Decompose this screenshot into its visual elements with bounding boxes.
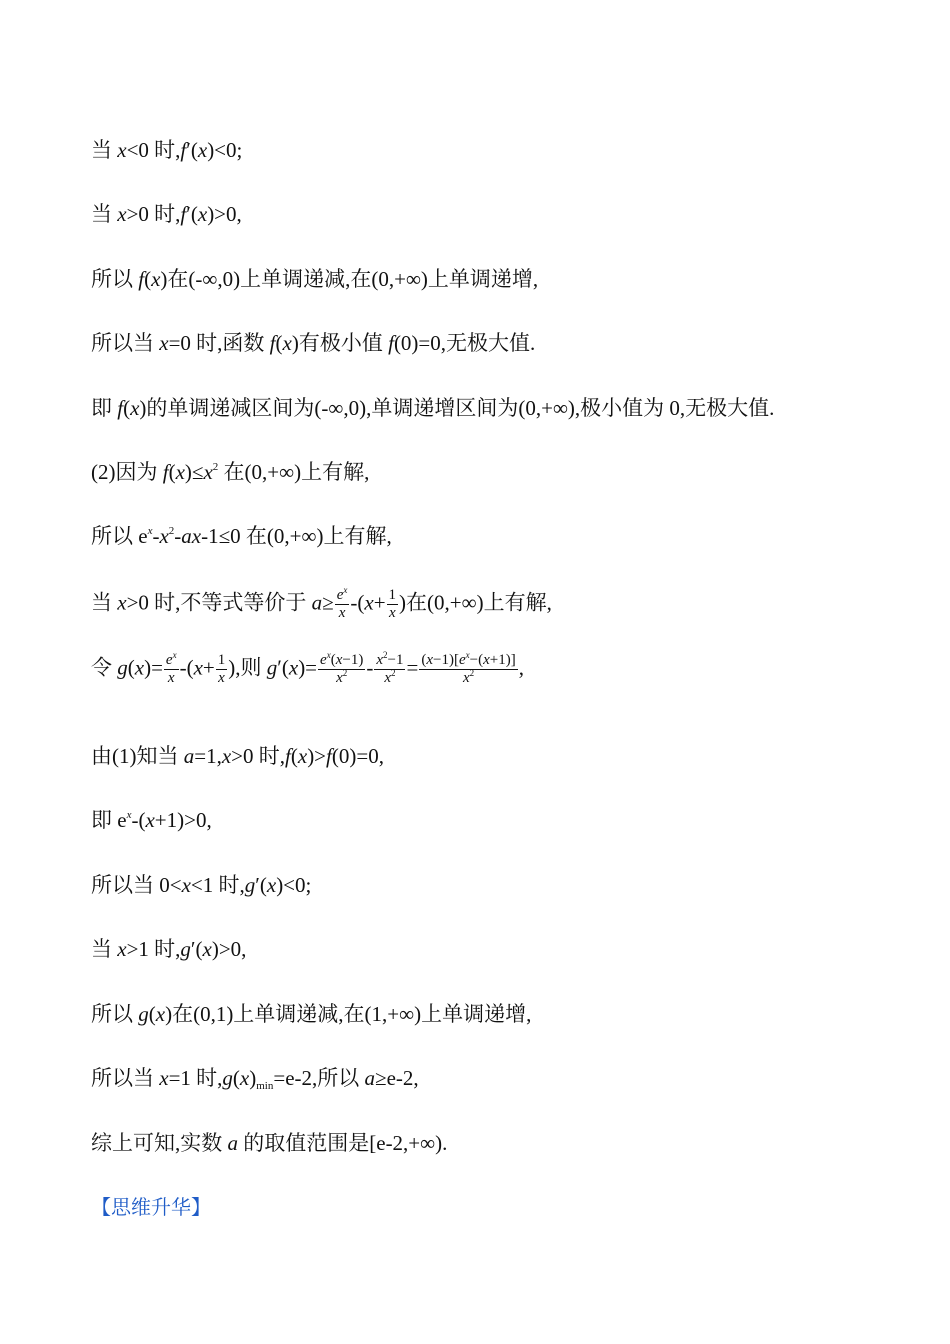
text-line-9: 令 g(x)= $\frac{e^x}{x}$ -(x+ $\frac{1}{x}$ ),则 g′(x)= $\frac{e^x(x-1)}{x^2}$ - $\frac{x^2-1}{x^2}$ = $\frac{(x-1)[e^x-(x+1)]}{x^2}$ , — [91, 650, 524, 686]
text-line-3: 所以 f(x)在(-∞,0)上单调递减,在(0,+∞)上单调递增, — [91, 267, 539, 291]
text-line-15: 所以当 x=1 时$,g(x)_{min}=e-2$,所以 a≥e-2, — [91, 1066, 419, 1092]
fraction-ex-over-x: $\frac{e^x}{x}$ — [336, 585, 348, 621]
text-line-6: (2)因为 $f(x)\le x^2$ 在(0,+∞)上有解, — [91, 460, 370, 484]
fraction-1-over-x: $\frac{1}{x}$ — [388, 587, 397, 621]
text-line-2: 当 x>0 时,f′(x)>0, — [91, 202, 242, 226]
section-heading: 【思维升华】 — [91, 1195, 211, 1219]
text-line-8: 当 x>0 时,不等式等价于 a≥ $\frac{e^x}{x}$ -(x+ $\frac{1}{x}$ )在(0,+∞)上有解, — [91, 585, 552, 621]
text-line-5: 即 f(x)的单调递减区间为(-∞,0),单调递增区间为(0,+∞),极小值为 0,无极大值. — [91, 396, 775, 420]
text-line-7: 所以 $e^x-x^2-ax-1\le 0$ 在(0,+∞)上有解, — [91, 524, 392, 548]
fraction-1-over-x: $\frac{1}{x}$ — [217, 652, 226, 686]
text-line-11: 即 $e^x-(x+1)>0$, — [91, 808, 212, 832]
text-line-14: 所以 g(x)在(0,1)上单调递减,在(1,+∞)上单调递增, — [91, 1002, 532, 1026]
fraction-ex-over-x: $\frac{e^x}{x}$ — [165, 650, 177, 686]
text-line-16: 综上可知,实数 a 的取值范围是[e-2,+∞). — [91, 1131, 448, 1155]
text-line-12: 所以当 0<x<1 时,g′(x)<0; — [91, 873, 312, 897]
text-line-1: 当 x<0 时,f′(x)<0; — [91, 138, 243, 162]
text-line-10: 由(1)知当 a=1,x>0 时,f(x)>f(0)=0, — [91, 744, 384, 768]
text-line-4: 所以当 x=0 时,函数 f(x)有极小值 f(0)=0,无极大值. — [91, 331, 536, 355]
fraction-derivative-part2: $\frac{x^2-1}{x^2}$ — [376, 650, 404, 686]
text-line-13: 当 x>1 时,g′(x)>0, — [91, 937, 247, 961]
fraction-derivative-combined: $\frac{(x-1)[e^x-(x+1)]}{x^2}$ — [421, 650, 516, 686]
fraction-derivative-part1: $\frac{e^x(x-1)}{x^2}$ — [320, 650, 364, 686]
